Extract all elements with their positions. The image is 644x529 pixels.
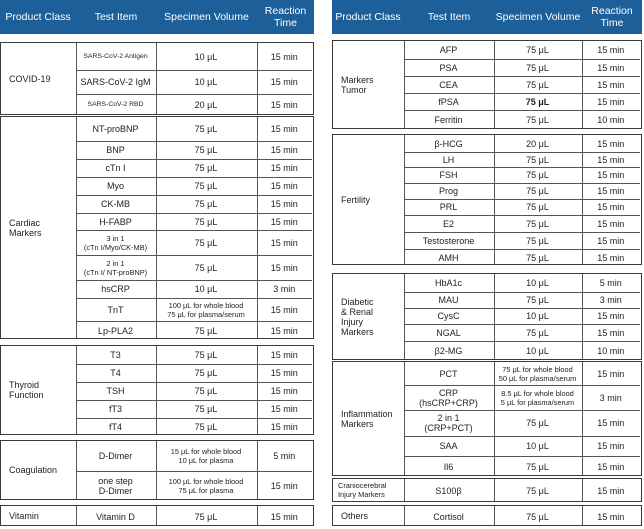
group-others [332, 505, 642, 526]
group-cardiac-markers [0, 116, 314, 339]
test-item-cell: LH [442, 154, 455, 165]
specimen-volume-cell: 75 μL [526, 486, 549, 496]
specimen-volume-cell: 100 μL for whole blood 75 μL for plasma [168, 477, 244, 495]
test-item-cell: T4 [110, 368, 121, 378]
reaction-time-cell: 15 min [597, 138, 625, 149]
specimen-volume-cell: 75 μL [194, 262, 218, 273]
test-item-cell: Il6 [443, 461, 454, 472]
test-item-cell: CK-MB [101, 199, 130, 209]
reaction-time-cell: 15 min [597, 327, 625, 338]
reaction-time-cell: 15 min [597, 62, 625, 73]
reaction-time-cell: 15 min [597, 96, 625, 107]
reaction-time-cell: 15 min [597, 511, 625, 522]
test-item-cell: Testosterone [422, 235, 475, 246]
reaction-time-cell: 15 min [270, 199, 298, 209]
reaction-time-cell: 15 min [597, 202, 625, 212]
specimen-volume-cell: 75 μL [194, 216, 218, 227]
test-item-cell: Myo [106, 181, 124, 191]
test-item-cell: Vitamin D [96, 511, 135, 522]
specimen-volume-cell: 75 μL [194, 181, 218, 191]
group-inflammation-markers [332, 361, 642, 476]
reaction-time-cell: 5 min [273, 451, 296, 461]
specimen-volume-cell: 75 μL [526, 62, 549, 73]
group-coagulation [0, 440, 314, 500]
specimen-volume-cell: 75 μL [194, 237, 218, 248]
reaction-time-cell: 15 min [270, 145, 298, 155]
test-item-cell: AFP [439, 45, 458, 55]
specimen-volume-cell: 10 μL [194, 51, 218, 62]
specimen-volume-cell: 15 μL for whole blood 10 μL for plasma [170, 447, 242, 465]
specimen-volume-cell: 75 μL [526, 252, 549, 263]
test-item-cell: fT3 [108, 404, 122, 414]
reaction-time-cell: 3 min [273, 284, 296, 294]
product-class-label: Inflammation Markers [341, 408, 393, 429]
specimen-volume-cell: 75 μL [194, 350, 218, 360]
specimen-volume-cell: 100 μL for whole blood 75 μL for plasma/serum [167, 300, 245, 319]
specimen-volume-cell: 75 μL [194, 163, 218, 173]
specimen-volume-cell: 75 μL [194, 386, 218, 396]
test-item-cell: Ferritin [434, 115, 463, 125]
test-item-cell: NT-proBNP [92, 124, 139, 134]
right-table-header [332, 0, 642, 34]
reaction-time-cell: 15 min [270, 350, 298, 360]
specimen-volume-cell: 75 μL [194, 404, 218, 414]
reaction-time-cell: 15 min [597, 461, 625, 472]
reaction-time-cell: 15 min [597, 311, 625, 321]
test-item-cell: E2 [442, 218, 454, 229]
specimen-volume-cell: 75 μL [194, 124, 218, 134]
specimen-volume-cell: 10 μL [526, 311, 549, 321]
test-item-cell: PSA [439, 62, 458, 73]
reaction-time-cell: 15 min [270, 386, 298, 396]
reaction-time-cell: 15 min [270, 124, 298, 134]
specimen-volume-cell: 8.5 μL for whole blood 5 μL for plasma/serum [500, 388, 575, 407]
test-item-cell: PRL [439, 202, 458, 212]
specimen-volume-cell: 10 μL [526, 346, 549, 356]
test-item-cell: T3 [110, 350, 121, 360]
header-specimen-volume: Specimen Volume [164, 11, 249, 23]
test-item-cell: SARS-CoV-2 RBD [87, 101, 144, 108]
group-vitamin [0, 505, 314, 526]
specimen-volume-cell: 75 μL [526, 186, 549, 196]
product-class-label: Diabetic & Renal Injury Markers [341, 296, 374, 337]
left-table-header [0, 0, 314, 34]
test-item-cell: fT4 [108, 422, 122, 432]
test-item-cell: 2 in 1 (CRP+PCT) [424, 413, 473, 433]
group-covid-19 [0, 42, 314, 115]
header-specimen-volume: Specimen Volume [495, 11, 581, 23]
specimen-volume-cell: 75 μL for whole blood 50 μL for plasma/serum [498, 364, 577, 383]
reaction-time-cell: 15 min [270, 404, 298, 414]
specimen-volume-cell: 10 μL [194, 284, 218, 294]
reaction-time-cell: 10 min [597, 346, 625, 356]
reaction-time-cell: 15 min [597, 486, 625, 496]
specimen-volume-cell: 75 μL [526, 327, 549, 338]
test-item-cell: SAA [439, 441, 458, 451]
reaction-time-cell: 5 min [599, 278, 622, 288]
reaction-time-cell: 15 min [270, 368, 298, 378]
reaction-time-cell: 15 min [270, 100, 298, 110]
reaction-time-cell: 15 min [597, 368, 625, 379]
reaction-time-cell: 15 min [270, 237, 298, 248]
product-class-label: Cardiac Markers [9, 217, 42, 238]
reaction-time-cell: 15 min [270, 51, 298, 62]
reaction-time-cell: 3 min [599, 295, 622, 305]
reaction-time-cell: 15 min [270, 181, 298, 191]
product-class-label: Fertility [341, 194, 370, 205]
group-craniocerebral-injury-markers [332, 478, 642, 502]
test-item-cell: β2-MG [434, 346, 463, 356]
specimen-volume-cell: 10 μL [194, 77, 218, 87]
test-item-cell: SARS-CoV-2 Antigen [83, 52, 148, 60]
reaction-time-cell: 15 min [270, 511, 298, 522]
specimen-volume-cell: 75 μL [526, 218, 549, 229]
product-class-label: Coagulation [9, 465, 58, 475]
header-product-class: Product Class [5, 11, 71, 23]
reaction-time-cell: 15 min [270, 325, 298, 336]
reaction-time-cell: 15 min [597, 418, 625, 428]
reaction-time-cell: 15 min [597, 186, 625, 196]
test-item-cell: PCT [439, 368, 458, 379]
reaction-time-cell: 3 min [599, 392, 622, 403]
specimen-volume-cell: 75 μL [526, 202, 549, 212]
specimen-volume-cell: 75 μL [526, 45, 549, 55]
test-item-cell: cTn I [105, 163, 126, 173]
product-class-label: Thyroid Function [9, 380, 44, 400]
specimen-volume-cell: 10 μL [526, 278, 549, 288]
reaction-time-cell: 15 min [270, 77, 298, 87]
test-item-cell: NGAL [436, 327, 461, 338]
specimen-volume-cell: 75 μL [194, 422, 218, 432]
group-markers-tumor [332, 40, 642, 129]
specimen-volume-cell: 75 μL [526, 79, 549, 90]
test-item-cell: D-Dimer [98, 451, 133, 461]
test-item-cell: HbA1c [434, 278, 462, 288]
product-class-label: Markers Tumor [341, 74, 374, 95]
test-item-cell: SARS-CoV-2 IgM [80, 77, 151, 87]
test-item-cell: Lp-PLA2 [97, 325, 134, 336]
reaction-time-cell: 15 min [597, 45, 625, 55]
test-item-cell: Cortisol [433, 511, 464, 522]
test-item-cell: MAU [438, 295, 459, 305]
product-class-label: Craniocerebral Injury Markers [338, 481, 387, 499]
reaction-time-cell: 15 min [597, 441, 625, 451]
reaction-time-cell: 15 min [270, 262, 298, 273]
specimen-volume-cell: 75 μL [526, 170, 549, 180]
test-item-cell: fPSA [438, 96, 459, 107]
specimen-volume-cell: 10 μL [526, 441, 549, 451]
specimen-volume-cell: 75 μL [194, 325, 218, 336]
reaction-time-cell: 10 min [597, 115, 625, 125]
reaction-time-cell: 15 min [597, 252, 625, 263]
group-thyroid-function [0, 345, 314, 435]
test-item-cell: BNP [106, 145, 125, 155]
test-item-cell: Prog [438, 186, 458, 196]
reaction-time-cell: 15 min [597, 154, 625, 165]
test-item-cell: FSH [439, 170, 458, 180]
test-item-cell: TnT [107, 304, 124, 315]
specimen-volume-cell: 75 μL [526, 235, 549, 246]
header-product-class: Product Class [335, 11, 401, 23]
reaction-time-cell: 15 min [270, 422, 298, 432]
header-reaction-time: Reaction Time [591, 5, 633, 29]
test-item-cell: 2 in 1 (cTn I/ NT-proBNP) [83, 258, 148, 277]
reaction-time-cell: 15 min [270, 304, 298, 315]
specimen-volume-cell: 75 μL [194, 511, 218, 522]
specimen-volume-cell: 75 μL [526, 461, 549, 472]
specimen-volume-cell: 75 μL [194, 199, 218, 209]
reaction-time-cell: 15 min [597, 170, 625, 180]
test-item-cell: one step D-Dimer [98, 476, 133, 496]
reaction-time-cell: 15 min [597, 79, 625, 90]
test-item-cell: H-FABP [99, 216, 132, 227]
product-class-label: Others [341, 510, 369, 521]
group-fertility [332, 134, 642, 265]
reaction-time-cell: 15 min [270, 216, 298, 227]
test-item-cell: CEA [439, 79, 458, 90]
specimen-volume-cell: 20 μL [194, 100, 218, 110]
reaction-time-cell: 15 min [597, 218, 625, 229]
test-item-cell: AMH [438, 252, 459, 263]
specimen-volume-cell: 75 μL [194, 145, 218, 155]
reaction-time-cell: 15 min [597, 235, 625, 246]
test-item-cell: 3 in 1 (cTn I/Myo/CK-MB) [83, 233, 148, 252]
test-item-cell: β-HCG [434, 138, 463, 149]
test-item-cell: CRP (hsCRP+CRP) [419, 387, 478, 408]
test-item-cell: S100β [435, 486, 462, 496]
specimen-volume-cell: 75 μL [525, 96, 550, 107]
specimen-volume-cell: 75 μL [526, 154, 549, 165]
header-test-item: Test Item [94, 11, 138, 23]
specimen-volume-cell: 75 μL [526, 295, 549, 305]
group-diabetic-renal-injury-markers [332, 273, 642, 360]
reaction-time-cell: 15 min [270, 481, 298, 491]
product-class-label: Vitamin [9, 510, 39, 521]
specimen-volume-cell: 75 μL [194, 368, 218, 378]
test-item-cell: CysC [437, 311, 460, 321]
specimen-volume-cell: 20 μL [526, 138, 549, 149]
product-class-label: COVID-19 [9, 73, 51, 84]
specimen-volume-cell: 75 μL [526, 511, 549, 522]
specimen-volume-cell: 75 μL [526, 115, 549, 125]
header-test-item: Test Item [427, 11, 471, 23]
test-item-cell: hsCRP [101, 284, 130, 294]
header-reaction-time: Reaction Time [264, 5, 307, 29]
reaction-time-cell: 15 min [270, 163, 298, 173]
test-item-cell: TSH [106, 386, 125, 396]
specimen-volume-cell: 75 μL [526, 418, 549, 428]
